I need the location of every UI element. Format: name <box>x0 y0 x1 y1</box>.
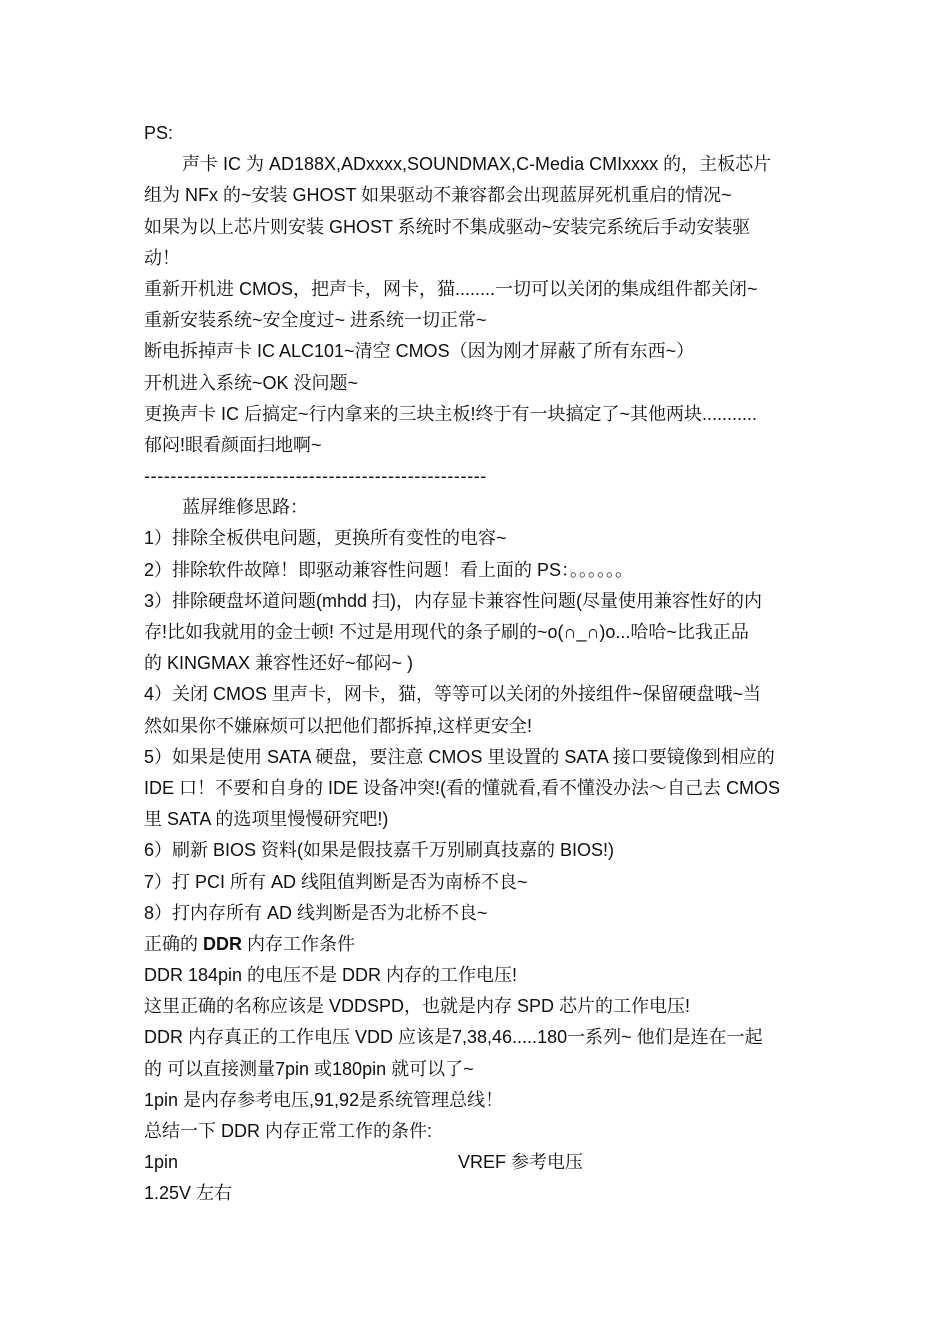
paragraph-line: DDR 184pin 的电压不是 DDR 内存的工作电压! <box>144 965 518 986</box>
paragraph-line: 的 可以直接测量7pin 或180pin 就可以了~ <box>144 1058 474 1079</box>
ddr-heading <box>144 929 814 960</box>
document-body <box>144 118 814 1210</box>
paragraph-line: 郁闷!眼看颜面扫地啊~ <box>144 434 322 455</box>
paragraph-line: 更换声卡 IC 后搞定~行内拿来的三块主板!终于有一块搞定了~其他两块........... <box>144 403 758 424</box>
list-item: 8）打内存所有 AD 线判断是否为北桥不良~ <box>144 902 488 923</box>
list-item-continuation: IDE 口！不要和自身的 IDE 设备冲突!(看的懂就看,看不懂没办法～自己去 CMOS <box>144 777 781 798</box>
paragraph-line: 断电拆掉声卡 IC ALC101~清空 CMOS（因为刚才屏蔽了所有东西~） <box>144 341 695 362</box>
paragraph-line: 动！ <box>144 247 180 268</box>
ddr-heading-bold: DDR <box>203 933 243 954</box>
separator-line: ---------------------------------------------------- <box>144 466 487 487</box>
list-item-continuation: 的 KINGMAX 兼容性还好~郁闷~ ) <box>144 653 414 674</box>
pin-description: VREF 参考电压 <box>458 1152 584 1173</box>
paragraph-line: DDR 内存真正的工作电压 VDD 应该是7,38,46.....180一系列~ 他们是连在一起 <box>144 1027 763 1048</box>
list-item: 5）如果是使用 SATA 硬盘，要注意 CMOS 里设置的 SATA 接口要镜像到相应的 <box>144 746 775 767</box>
pin-number: 1pin <box>144 1152 179 1173</box>
list-item-continuation: 里 SATA 的选项里慢慢研究吧!) <box>144 809 389 830</box>
paragraph-line: 重新安装系统~安全度过~ 进系统一切正常~ <box>144 310 487 331</box>
list-item: 6）刷新 BIOS 资料(如果是假技嘉千万别刷真技嘉的 BIOS!) <box>144 840 615 861</box>
section-heading: 蓝屏维修思路： <box>182 497 308 518</box>
paragraph-line: 重新开机进 CMOS，把声卡，网卡，猫........一切可以关闭的集成组件都关闭~ <box>144 278 758 299</box>
paragraph-line: 如果为以上芯片则安装 GHOST 系统时不集成驱动~安装完系统后手动安装驱 <box>144 216 751 237</box>
list-item-continuation: 存!比如我就用的金士顿! 不过是用现代的条子刷的~o(∩_∩)o...哈哈~比我正品 <box>144 622 749 642</box>
list-item: 7）打 PCI 所有 AD 线阻值判断是否为南桥不良~ <box>144 871 528 892</box>
pin-table-row <box>144 1147 814 1178</box>
paragraph-line: 开机进入系统~OK 没问题~ <box>144 372 359 393</box>
voltage-value: 1.25V 左右 <box>144 1183 233 1204</box>
paragraph-line: 声卡 IC 为 AD188X,ADxxxx,SOUNDMAX,C-Media CMIxxxx 的，主板芯片 <box>182 154 772 175</box>
paragraph-line: 总结一下 DDR 内存正常工作的条件: <box>144 1121 432 1141</box>
ddr-heading-prefix: 正确的 <box>144 933 204 954</box>
ddr-heading-suffix: 内存工作条件 <box>242 933 356 954</box>
paragraph-line: 组为 NFx 的~安装 GHOST 如果驱动不兼容都会出现蓝屏死机重启的情况~ <box>144 185 732 206</box>
paragraph-line: 这里正确的名称应该是 VDDSPD，也就是内存 SPD 芯片的工作电压! <box>144 996 691 1017</box>
list-item: 2）排除软件故障！即驱动兼容性问题！看上面的 PS：。。。。。。 <box>144 559 634 580</box>
list-item: 4）关闭 CMOS 里声卡，网卡，猫，等等可以关闭的外接组件~保留硬盘哦~当 <box>144 684 762 705</box>
paragraph-line: 1pin 是内存参考电压,91,92是系统管理总线！ <box>144 1089 504 1110</box>
list-item-continuation: 然如果你不嫌麻烦可以把他们都拆掉,这样更安全! <box>144 715 532 736</box>
list-item: 3）排除硬盘坏道问题(mhdd 扫)，内存显卡兼容性问题(尽量使用兼容性好的内 <box>144 590 763 611</box>
ps-heading: PS: <box>144 123 174 143</box>
list-item: 1）排除全板供电问题，更换所有变性的电容~ <box>144 528 507 549</box>
